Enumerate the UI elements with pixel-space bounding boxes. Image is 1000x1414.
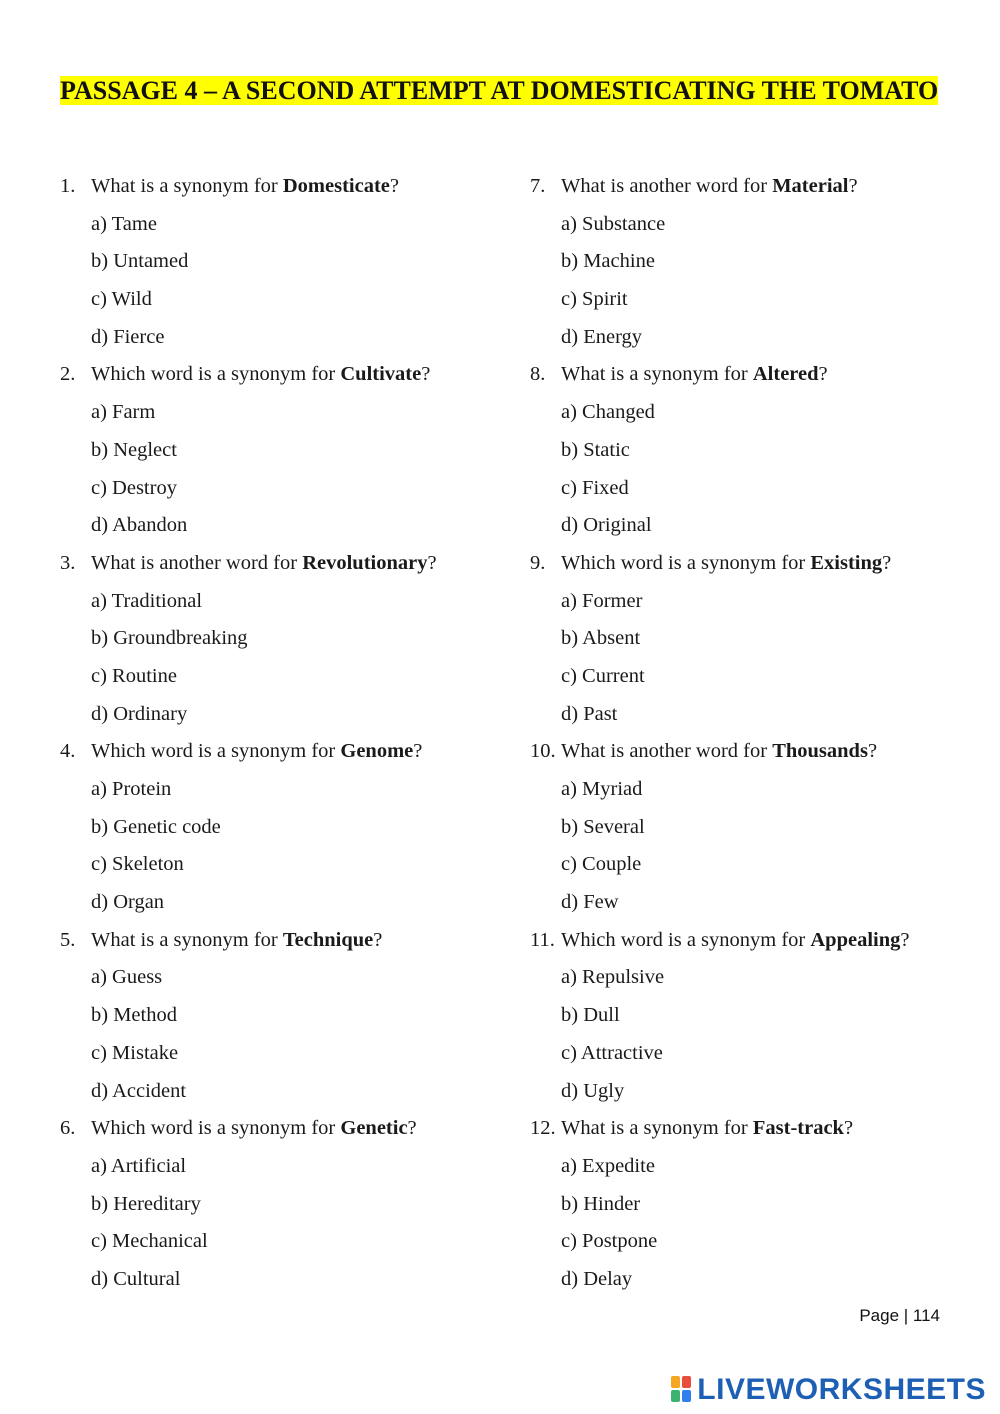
question-prompt [530,922,970,960]
answer-option: d) Few [561,891,619,914]
question-prompt [530,1110,970,1148]
question-term: Fast-track [752,1117,844,1140]
question-prefix: What is a synonym for [561,363,753,386]
answer-option: a) Protein [91,778,172,800]
question-number: 6. [60,1117,76,1140]
answer-option: c) Wild [91,288,152,311]
question-text [91,545,437,583]
question-number: 11. [530,928,555,951]
question-item [60,733,500,921]
question-prefix: Which word is a synonym for [91,1117,341,1140]
question-number: 7. [530,175,546,197]
answer-option: a) Changed [561,401,655,424]
question-term: Existing [810,551,883,574]
question-text [91,922,382,960]
question-number: 5. [60,928,76,951]
question-prefix: What is another word for [561,175,773,197]
question-prefix: What is a synonym for [91,175,283,197]
question-text [561,356,828,394]
answer-option: c) Current [561,664,645,687]
question-number: 12. [530,1117,556,1140]
question-suffix: ? [373,928,383,951]
answer-option: a) Myriad [561,778,643,800]
answer-option: b) Genetic code [91,815,221,838]
question-item [530,922,970,1110]
question-prompt [530,733,970,771]
question-text [561,733,877,771]
page-number: Page | 114 [859,1306,940,1325]
question-prompt [530,168,970,206]
question-number: 9. [530,551,546,574]
question-prefix: Which word is a synonym for [561,928,811,951]
question-suffix: ? [848,175,858,197]
question-suffix: ? [413,740,423,763]
question-text [561,1110,853,1148]
question-prefix: What is a synonym for [561,1117,753,1140]
answer-option: b) Method [91,1004,177,1027]
answer-option: b) Hinder [561,1192,641,1215]
answer-option: b) Untamed [91,250,189,273]
question-suffix: ? [900,928,910,951]
answer-option: c) Spirit [561,288,628,311]
question-prompt [60,545,500,583]
question-term: Altered [752,363,819,386]
question-suffix: ? [818,363,828,386]
question-text [561,922,909,960]
liveworksheets-logo-icon [671,1376,693,1404]
question-term: Genome [340,740,414,763]
question-item [530,545,970,733]
answer-option: d) Past [561,702,618,725]
question-text [561,545,891,583]
liveworksheets-logo-text: LIVEWORKSHEETS [697,1373,986,1406]
question-term: Appealing [810,928,901,951]
question-prompt [530,356,970,394]
question-prompt [530,545,970,583]
question-prefix: What is another word for [561,740,773,763]
question-text [91,733,422,771]
question-item [60,545,500,733]
answer-option: c) Fixed [561,476,629,499]
answer-option: b) Hereditary [91,1192,201,1215]
question-number: 2. [60,363,76,386]
question-prompt [60,733,500,771]
question-item [530,1110,970,1298]
question-text [561,168,858,206]
questions-left-column [60,168,500,1299]
question-term: Material [772,175,849,197]
answer-option: b) Absent [561,627,641,650]
question-item [60,922,500,1110]
answer-option: c) Mechanical [91,1230,208,1253]
question-number: 1. [60,175,76,197]
answer-option: b) Dull [561,1004,620,1027]
question-number: 10. [530,740,556,763]
question-suffix: ? [407,1117,417,1140]
answer-option: a) Former [561,589,643,612]
answer-option: a) Substance [561,212,666,235]
question-prompt [60,1110,500,1148]
answer-option: b) Static [561,438,630,461]
answer-option: c) Routine [91,664,177,687]
question-term: Genetic [340,1117,408,1140]
answer-option: a) Artificial [91,1154,187,1177]
question-text [91,168,399,206]
question-term: Thousands [772,740,868,763]
answer-option: b) Neglect [91,438,177,461]
question-item [530,356,970,544]
answer-option: d) Fierce [91,325,165,348]
question-text [91,356,430,394]
question-text [91,1110,417,1148]
liveworksheets-logo [671,1372,986,1408]
answer-option: d) Accident [91,1079,187,1102]
question-item [60,356,500,544]
question-prefix: Which word is a synonym for [91,740,341,763]
question-prompt [60,168,500,206]
question-prompt [60,356,500,394]
question-prompt [60,922,500,960]
answer-option: c) Attractive [561,1041,663,1064]
answer-option: a) Expedite [561,1154,655,1177]
answer-option: a) Tame [91,212,157,235]
question-term: Cultivate [340,363,422,386]
question-item [530,733,970,921]
question-suffix: ? [843,1117,854,1140]
question-prefix: Which word is a synonym for [561,551,811,574]
question-term: Revolutionary [302,551,428,574]
question-number: 4. [60,740,76,763]
question-item [60,1110,500,1298]
question-item [530,168,970,356]
passage-title [60,68,940,114]
question-suffix: ? [882,551,892,574]
question-prefix: What is another word for [91,551,303,574]
answer-option: d) Delay [561,1267,633,1290]
question-prefix: What is a synonym for [91,928,283,951]
answer-option: c) Couple [561,853,642,876]
answer-option: d) Ugly [561,1079,625,1102]
answer-option: d) Organ [91,891,165,914]
answer-option: a) Traditional [91,589,203,612]
answer-option: a) Farm [91,401,156,424]
answer-option: c) Destroy [91,476,177,499]
question-suffix: ? [389,175,399,197]
question-item [60,168,500,356]
questions-right-column [530,168,970,1299]
question-number: 8. [530,363,546,386]
answer-option: c) Mistake [91,1041,179,1064]
answer-option: b) Groundbreaking [91,627,248,650]
question-suffix: ? [427,551,437,574]
passage-title-text: PASSAGE 4 – A SECOND ATTEMPT AT DOMESTICATING THE TOMATO [60,76,939,105]
answer-option: d) Abandon [91,514,188,537]
question-term: Technique [282,928,374,951]
question-number: 3. [60,551,76,574]
answer-option: d) Ordinary [91,702,188,725]
answer-option: a) Guess [91,966,163,989]
question-prefix: Which word is a synonym for [91,363,341,386]
answer-option: c) Postpone [561,1230,658,1253]
question-term: Domesticate [282,175,390,197]
answer-option: b) Several [561,815,645,838]
answer-option: b) Machine [561,250,655,273]
answer-option: d) Energy [561,325,643,348]
answer-option: d) Cultural [91,1267,181,1290]
answer-option: c) Skeleton [91,853,184,876]
answer-option: d) Original [561,514,652,537]
question-suffix: ? [867,740,878,763]
question-suffix: ? [421,363,431,386]
answer-option: a) Repulsive [561,966,665,989]
